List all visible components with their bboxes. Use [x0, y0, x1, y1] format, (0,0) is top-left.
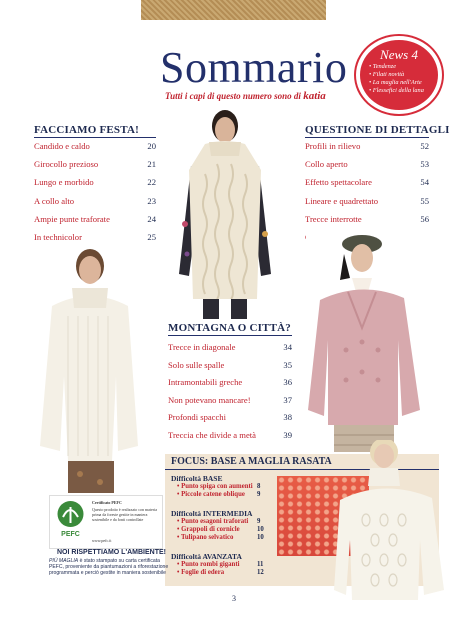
eco-heading: NOI RISPETTIAMO L'AMBIENTE! — [57, 549, 166, 556]
toc-item-page: 37 — [283, 394, 292, 405]
toc-item-label: Lineare e quadrettato — [305, 195, 379, 206]
toc-item[interactable] — [168, 412, 292, 430]
toc-item[interactable] — [34, 177, 156, 195]
toc-list-montagna — [168, 342, 292, 447]
page-title: Sommario — [160, 43, 348, 92]
toc-item[interactable] — [168, 360, 292, 378]
stitch-item-page: 9 — [257, 518, 261, 525]
photo-model-white-sweater — [32, 246, 144, 493]
pefc-tree-icon — [53, 499, 88, 539]
section-title-montagna: MONTAGNA O CITTÀ? — [168, 322, 291, 334]
toc-item-page: 52 — [420, 141, 429, 151]
difficulty-heading: Difficoltà AVANZATA — [171, 552, 242, 561]
toc-item-page: 21 — [147, 159, 156, 170]
stitch-item-label: • Punto rombi giganti — [177, 561, 240, 568]
news-badge-item: • Tendenze — [369, 63, 424, 71]
stitch-item-label: • Piccole catene oblique — [177, 491, 245, 498]
stitch-item-label: • Foglie di edera — [177, 569, 225, 576]
photo-model-lace-sweater — [334, 440, 446, 600]
pefc-logo-text: PEFC — [61, 531, 80, 538]
toc-item[interactable] — [34, 214, 156, 232]
section-rule-festa — [34, 137, 156, 138]
news-badge-item: • La maglia nell'Arte — [369, 79, 424, 87]
stitch-item[interactable] — [177, 526, 264, 533]
toc-item-label: In technicolor — [34, 231, 82, 242]
toc-item-label: Collo aperto — [305, 159, 348, 170]
focus-title: FOCUS: BASE A MAGLIA RASATA — [171, 456, 332, 467]
subtitle-text: Tutti i capi di questo numero sono di — [165, 91, 301, 101]
toc-item-page: 24 — [147, 213, 156, 224]
stitch-item-page: 9 — [257, 491, 261, 498]
difficulty-heading: Difficoltà BASE — [171, 474, 223, 483]
toc-item-page: 25 — [147, 231, 156, 242]
eco-brand: PIÙ MAGLIA — [49, 558, 79, 564]
toc-item-label: Lungo e morbido — [34, 177, 94, 188]
toc-item[interactable] — [34, 196, 156, 214]
toc-item[interactable] — [305, 141, 429, 159]
toc-item-page: 36 — [283, 377, 292, 387]
toc-item-page: 20 — [147, 141, 156, 151]
stitch-item-page: 11 — [257, 561, 264, 568]
photo-model-cable-vest — [165, 104, 285, 319]
eco-body: è stato stampato su carta certificata PEFC, proveniente da piantumazioni a riforestazione programmata e perciò gestite in maniera sostenibile — [49, 558, 169, 577]
news-badge-list — [369, 63, 424, 95]
pefc-url[interactable]: www.pefc.it — [92, 538, 112, 543]
stitch-item-label: • Punto spiga con aumenti — [177, 483, 253, 490]
toc-item-label: Treccia che divide a metà — [168, 429, 256, 440]
toc-item-page: 35 — [283, 359, 292, 370]
stitch-item[interactable] — [177, 569, 264, 576]
toc-item[interactable] — [168, 430, 292, 448]
toc-item-label: Trecce in diagonale — [168, 342, 236, 352]
toc-item-label: Profondi spacchi — [168, 412, 226, 422]
stitch-item-page: 8 — [257, 483, 261, 490]
section-rule-montagna — [168, 335, 292, 336]
eco-paragraph — [49, 558, 169, 576]
toc-item[interactable] — [34, 159, 156, 177]
toc-item-page: 54 — [420, 177, 429, 188]
toc-item-label: Solo sulle spalle — [168, 359, 225, 370]
toc-list-festa — [34, 141, 156, 250]
stitch-item[interactable] — [177, 518, 261, 525]
difficulty-heading: Difficoltà INTERMEDIA — [171, 509, 253, 518]
pefc-cert-title: Certificato PEFC — [92, 500, 122, 505]
stitch-item-label: • Grappoli di cornicle — [177, 526, 240, 533]
photo-model-pink-sweater — [306, 230, 430, 452]
toc-item-label: Ampie punte traforate — [34, 213, 110, 224]
section-title-festa: FACCIAMO FESTA! — [34, 124, 139, 136]
toc-item-label: Profili in rilievo — [305, 141, 361, 151]
toc-item-page: 53 — [420, 159, 429, 170]
section-title-dettagli: QUESTIONE DI DETTAGLI — [305, 124, 450, 136]
toc-item-label: Effetto spettacolare — [305, 177, 372, 188]
toc-item[interactable] — [34, 141, 156, 159]
stitch-item[interactable] — [177, 483, 261, 490]
page-number: 3 — [232, 594, 236, 603]
stitch-item[interactable] — [177, 534, 264, 541]
news-badge — [356, 36, 442, 114]
toc-item[interactable] — [168, 342, 292, 360]
toc-item[interactable] — [168, 377, 292, 395]
toc-item-page: 34 — [283, 342, 292, 352]
toc-item-label: Intramontabili greche — [168, 377, 243, 387]
toc-item-label: Trecce interrotte — [305, 213, 362, 224]
toc-item-label: Girocollo prezioso — [34, 159, 99, 170]
toc-item-page: 56 — [420, 213, 429, 224]
stitch-item[interactable] — [177, 561, 264, 568]
brand-logo: katia — [303, 90, 326, 102]
pefc-cert-body: Questo prodotto è realizzato con materia prima da foreste gestite in maniera sostenibile e da fonti controllate — [92, 507, 157, 522]
toc-item-page: 23 — [147, 195, 156, 206]
section-rule-dettagli — [305, 137, 429, 138]
stitch-item-label: • Tulipano selvatico — [177, 534, 234, 541]
toc-item-page: 55 — [420, 195, 429, 206]
stitch-item-page: 10 — [257, 534, 264, 541]
toc-item[interactable] — [168, 395, 292, 413]
toc-item-page: 39 — [283, 429, 292, 440]
toc-item-page: 38 — [283, 412, 292, 422]
stitch-item-label: • Punto esagoni traforati — [177, 518, 249, 525]
stitch-item[interactable] — [177, 491, 261, 498]
stitch-item-page: 10 — [257, 526, 264, 533]
pefc-certificate — [49, 495, 163, 549]
news-badge-item: • Filati novità — [369, 71, 424, 79]
news-badge-item: • Flessefici della lana — [369, 87, 424, 95]
toc-item[interactable] — [305, 177, 429, 195]
toc-item[interactable] — [305, 159, 429, 177]
toc-item-label: Candido e caldo — [34, 141, 90, 151]
toc-item-label: Non potevano mancare! — [168, 394, 251, 405]
toc-item-label: A collo alto — [34, 195, 75, 206]
toc-item-page: 22 — [147, 177, 156, 188]
toc-item[interactable] — [305, 196, 429, 214]
header-texture-strip — [141, 0, 326, 20]
news-badge-heading: News 4 — [380, 47, 418, 62]
stitch-item-page: 12 — [257, 569, 264, 576]
page-subtitle — [165, 90, 326, 102]
